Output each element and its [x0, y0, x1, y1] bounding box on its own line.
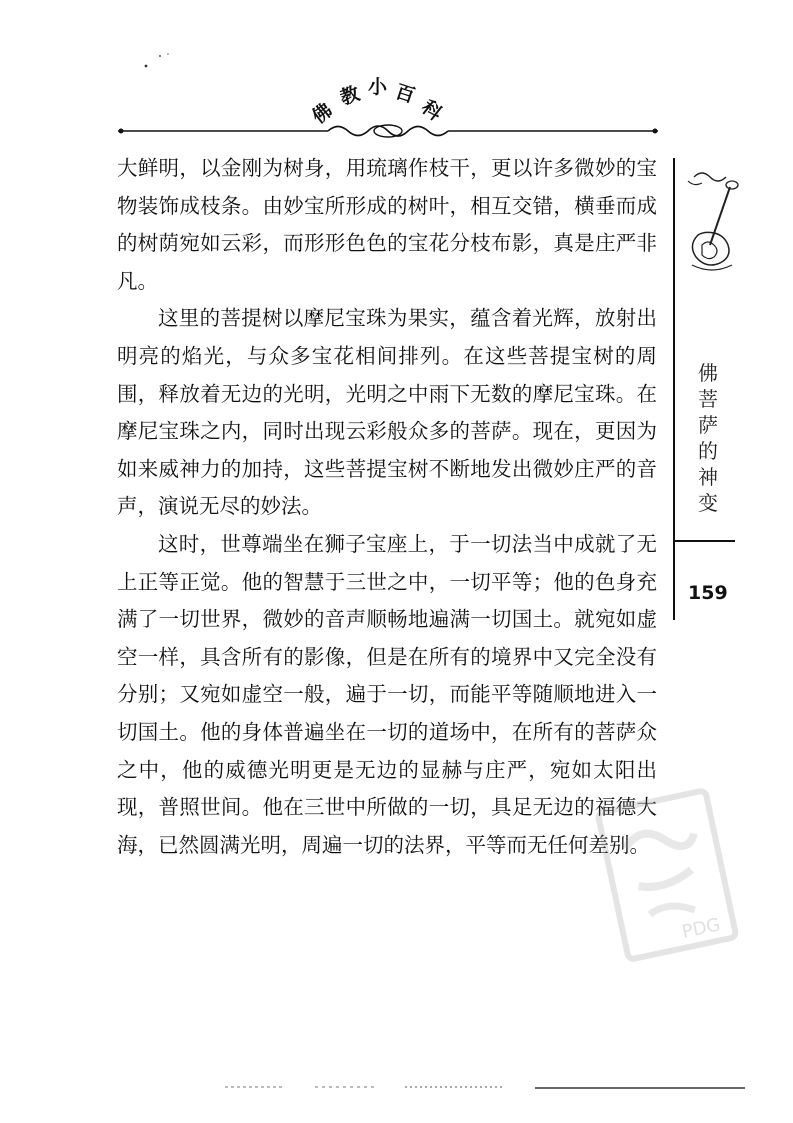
paragraph: 这时，世尊端坐在狮子宝座上，于一切法当中成就了无上正等正觉。他的智慧于三世之中，一切平等；他的色身充满了一切世界，微妙的音声顺畅地遍满一切国土。就宛如虚空一样，具含所有的影像，但是在所有的境界中又完全没有分别；又宛如虚空一般，遍于一切，而能平等随顺地进入一切国土。他的身体普遍坐在一切的道场中，在所有的菩萨众之中，他的威德光明更是无边的显赫与庄严，宛如太阳出现，普照世间。他在三世中所做的一切，具足无边的福德大海，已然圆满光明，周遍一切的法界，平等而无任何差别。	[117, 531, 657, 857]
watermark-text: PDG	[680, 914, 723, 943]
header-char: 百	[392, 80, 418, 108]
body-text	[117, 150, 657, 864]
paragraph: 这里的菩提树以摩尼宝珠为果实，蕴含着光辉，放射出明亮的焰光，与众多宝花相间排列。在这些菩提宝树的周围，释放着无边的光明，光明之中雨下无数的摩尼宝珠。在摩尼宝珠之内，同时出现云彩般众多的菩萨。现在，更因为如来威神力的加持，这些菩提宝树不断地发出微妙庄严的音声，演说无尽的妙法。	[117, 306, 657, 519]
side-vertical-rule	[673, 158, 675, 620]
header-ornament-rule	[118, 120, 658, 142]
section-title: 佛菩萨的神变	[698, 361, 718, 515]
header-char: 教	[337, 82, 363, 110]
header-char: 小	[368, 76, 388, 98]
library-seal-watermark	[592, 780, 742, 970]
header-char: 科	[417, 96, 446, 126]
page-number: 159	[688, 582, 728, 604]
corner-specks	[138, 50, 178, 70]
header-char: 佛	[308, 99, 337, 129]
bottom-scan-artifact	[225, 1078, 745, 1090]
paragraph: 大鲜明，以金刚为树身，用琉璃作枝干，更以许多微妙的宝物装饰成枝条。由妙宝所形成的树叶，相互交错，横垂而成的树荫宛如云彩，而形形色色的宝花分枝布影，真是庄严非凡。	[117, 156, 657, 293]
ruyi-scepter-ornament-icon	[680, 165, 748, 285]
running-header-title	[300, 64, 450, 129]
side-page-divider	[673, 540, 735, 542]
